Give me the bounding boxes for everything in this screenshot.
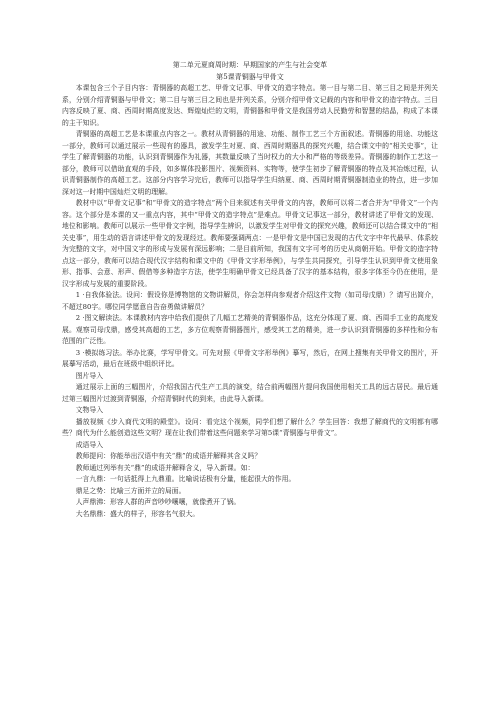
picture-intro-heading: 图片导入 xyxy=(75,371,104,380)
method-3-paragraph: 3 ·模拟练习法。举办比赛，学写甲骨文。可先对照《甲骨文字形举例》摹写，然后，在网上搜集有关甲骨文的图片，开展摹写活动，最后在班级中组织评比。 xyxy=(62,348,438,368)
relic-intro-heading: 文物导入 xyxy=(75,406,104,414)
bronze-paragraph: 青铜器的高超工艺是本课重点内容之一。教材从青铜器的用途、功能、制作工艺三个方面叙述。青铜器的用途、功能这一部分，教师可以通过展示一些现有的器具，激发学生对夏、商、西周时期器具的探究兴趣，结合课文中的“相关史事”，让学生了解青铜器的功能，认识到青铜器作为礼器，其数量反映了当时权力的大小和严格的等级差异。青铜器的制作工艺这一部分，教师可以借助直观的手段，如多媒体投影图片、视频资料、实物等，使学生初步了解青铜器的特点及其冶炼过程，认识青铜器制作的高超工艺。这部分内容学习完后，教师可以指导学生归纳夏、商、西周时期青铜器制造业的特点，进一步加深对这一时期中国灿烂文明的理解。 xyxy=(62,130,438,196)
picture-intro-paragraph: 通过展示上面的三幅图片，介绍我国古代生产工具的演变，结合前两幅图片提问我国使用相关工具的远古居民。最后通过第三幅图片过渡到青铜器，介绍青铜时代的到来，由此导入新课。 xyxy=(62,383,438,403)
intro-paragraph: 本课包含三个子目内容：青铜器的高超工艺、甲骨文记事、甲骨文的造字特点。第一目与第二目、第三目之间是并列关系，分别介绍青铜器与甲骨文；第二目与第三目之间也是并列关系，分别介绍甲骨文记载的内容和甲骨文的造字特点。三目内容反映了夏、商、西周时期高度发达、辉煌灿烂的文明，青铜器和甲骨文是我国劳动人民勤劳和智慧的结晶，构成了本课的主干知识。 xyxy=(62,84,438,127)
teacher-example-line: 教师通过列举有关“鼎”的成语并解释含义，导入新课。如： xyxy=(75,463,255,472)
teacher-question-line: 教师提问：你能举出汉语中有关“鼎”的成语并解释其含义吗？ xyxy=(75,452,262,460)
idiom-line: 鼎足之势：比喻三方面并立的局面。 xyxy=(75,486,186,495)
idiom-line: 一言九鼎：一句话抵得上九鼎重。比喻说话极有分量，能起很大的作用。 xyxy=(75,475,296,483)
relic-intro-paragraph: 播放视频《步入商代文明的殿堂》。设问：看完这个视频，同学们想了解什么？学生回答：我想了解商代的文明都有哪些？商代为什么能创造这些文明？现在让我们带着这些问题来学习第5课“青铜器与甲骨文”。 xyxy=(62,417,438,437)
idiom-intro-heading: 成语导入 xyxy=(75,440,104,449)
idiom-line: 人声鼎沸：形容人群的声音吵吵嚷嚷，就像煮开了锅。 xyxy=(75,498,241,506)
oracle-bone-paragraph: 教材中以“甲骨文记事”和“甲骨文的造字特点”两个目来叙述有关甲骨文的内容，教师可以将二者合并为“甲骨文”一个内容。这个部分是本课的又一重点内容，其中“甲骨文的造字特点”是难点。甲骨文记事这一部分，教材讲述了甲骨文的发现、地位和影响。教师可以展示一些甲骨文字例，指导学生辨识，以激发学生对甲骨文的探究兴趣，教师还可以结合课文中的“相关史事”，用生动的语言讲述甲骨文的发现经过。教师要强调两点：一是甲骨文是中国已发现的古代文字中年代最早、体系较为完整的文字，对中国文字的形成与发展有深远影响；二是目前所知，我国有文字可考的历史从商朝开始。甲骨文的造字特点这一部分，教师可以结合现代汉字结构和课文中的《甲骨文字形举例》，与学生共同探究，引导学生认识到甲骨文使用象形、指事、会意、形声、假借等多种造字方法，使学生明确甲骨文已经具备了汉字的基本结构，很多字体至今仍在使用，是汉字形成与发展的重要阶段。 xyxy=(62,199,438,288)
lesson-title: 第5课青铜器与甲骨文 xyxy=(216,72,284,81)
document-page xyxy=(62,60,438,520)
unit-title: 第二单元夏商周时期：早期国家的产生与社会变革 xyxy=(172,61,328,69)
idiom-line: 大名鼎鼎：盛大的样子，形容名气很大。 xyxy=(75,509,200,518)
method-2-paragraph: 2 ·图文解读法。本课教材内容中给我们提供了几幅工艺精美的青铜器作品，这充分体现了夏、商、西周手工业的高度发展。观察司母戊鼎，感受其高超的工艺，多方位观察青铜器图片，感受其工艺的精美，进一步认识到青铜器的多样性和分布范围的广泛性。 xyxy=(62,314,438,345)
method-1-paragraph: 1 ·自我体验法。设问：假设你是博物馆的文物讲解员，你会怎样向参观者介绍这件文物（如司母戊鼎）？请写出简介，不超过80字。哪位同学愿意自告奋勇做讲解员？ xyxy=(62,291,438,311)
